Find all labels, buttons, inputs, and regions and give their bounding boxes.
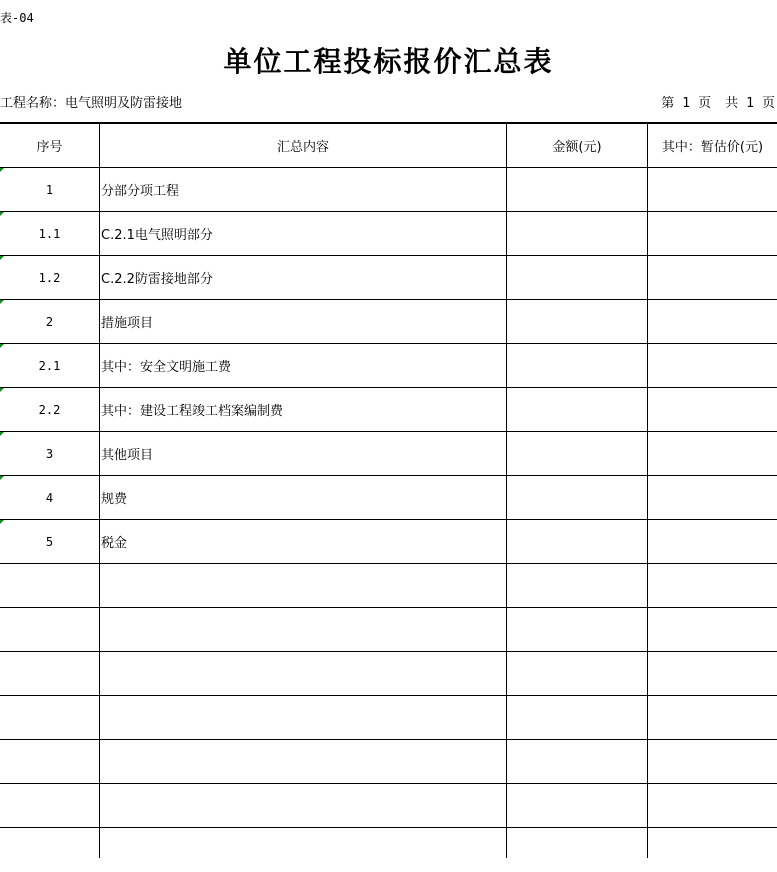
row-amount [507, 344, 647, 387]
row-seq: 3 [45, 446, 54, 461]
table-row [0, 828, 777, 872]
row-amount [507, 784, 647, 827]
row-seq: 2.1 [38, 358, 61, 373]
table-row [0, 388, 777, 432]
table-row [0, 564, 777, 608]
page-suffix: 页 [698, 96, 712, 111]
row-provisional [648, 344, 777, 387]
row-content: 其他项目 [101, 448, 154, 463]
header-provisional: 其中：暂估价(元) [661, 140, 764, 155]
summary-table [0, 122, 777, 858]
table-row [0, 784, 777, 828]
row-provisional [648, 696, 777, 739]
row-provisional [648, 608, 777, 651]
row-content: 措施项目 [101, 316, 154, 331]
row-seq: 1 [45, 182, 54, 197]
row-content: C.2.2防雷接地部分 [101, 272, 213, 287]
row-provisional [648, 652, 777, 695]
total-prefix: 共 [725, 96, 739, 111]
table-row [0, 300, 777, 344]
row-seq: 2.2 [38, 402, 61, 417]
row-provisional [648, 212, 777, 255]
page-title: 单位工程投标报价汇总表 [223, 45, 554, 78]
row-seq: 4 [45, 490, 54, 505]
form-code: 表-04 [0, 11, 34, 25]
row-amount [507, 564, 647, 607]
row-content [100, 740, 506, 783]
row-seq: 1.1 [38, 226, 61, 241]
row-amount [507, 476, 647, 519]
project-name: 工程名称：电气照明及防雷接地 [0, 96, 183, 111]
table-header-row [0, 124, 777, 168]
row-content: 其中：建设工程竣工档案编制费 [101, 404, 284, 419]
row-seq [0, 696, 99, 739]
row-amount [507, 696, 647, 739]
table-row [0, 344, 777, 388]
row-content: 其中：安全文明施工费 [101, 360, 232, 375]
row-provisional [648, 828, 777, 872]
table-row [0, 476, 777, 520]
row-amount [507, 256, 647, 299]
row-seq [0, 740, 99, 783]
row-content [100, 564, 506, 607]
table-row [0, 652, 777, 696]
table-row [0, 168, 777, 212]
row-content: 规费 [101, 492, 128, 507]
row-provisional [648, 564, 777, 607]
row-provisional [648, 300, 777, 343]
page-number: 1 [682, 96, 691, 111]
row-content: C.2.1电气照明部分 [101, 228, 213, 243]
row-amount [507, 300, 647, 343]
page-indicator [661, 95, 775, 113]
row-amount [507, 212, 647, 255]
row-provisional [648, 168, 777, 211]
table-row [0, 608, 777, 652]
row-provisional [648, 256, 777, 299]
table-row [0, 212, 777, 256]
row-amount [507, 652, 647, 695]
row-seq: 2 [45, 314, 54, 329]
row-seq: 1.2 [38, 270, 61, 285]
header-content: 汇总内容 [276, 140, 329, 155]
row-content [100, 652, 506, 695]
row-content: 税金 [101, 536, 128, 551]
total-pages: 1 [746, 96, 754, 111]
row-content: 分部分项工程 [101, 184, 180, 199]
row-amount [507, 520, 647, 563]
row-provisional [648, 432, 777, 475]
row-seq [0, 784, 99, 827]
table-row [0, 432, 777, 476]
row-amount [507, 432, 647, 475]
row-seq [0, 564, 99, 607]
row-amount [507, 168, 647, 211]
row-content [100, 608, 506, 651]
row-provisional [648, 740, 777, 783]
table-row [0, 696, 777, 740]
row-seq [0, 608, 99, 651]
row-seq: 5 [45, 534, 54, 549]
total-suffix: 页 [761, 96, 775, 111]
row-content [100, 828, 506, 872]
row-provisional [648, 388, 777, 431]
row-content [100, 696, 506, 739]
row-provisional [648, 520, 777, 563]
row-amount [507, 740, 647, 783]
row-amount [507, 828, 647, 872]
table-row [0, 256, 777, 300]
row-amount [507, 388, 647, 431]
row-provisional [648, 784, 777, 827]
header-seq: 序号 [36, 140, 63, 155]
row-seq [0, 652, 99, 695]
table-row [0, 740, 777, 784]
row-provisional [648, 476, 777, 519]
table-row [0, 520, 777, 564]
row-seq [0, 828, 99, 872]
row-content [100, 784, 506, 827]
row-amount [507, 608, 647, 651]
page-prefix: 第 [661, 96, 675, 111]
header-amount: 金额(元) [552, 140, 602, 155]
